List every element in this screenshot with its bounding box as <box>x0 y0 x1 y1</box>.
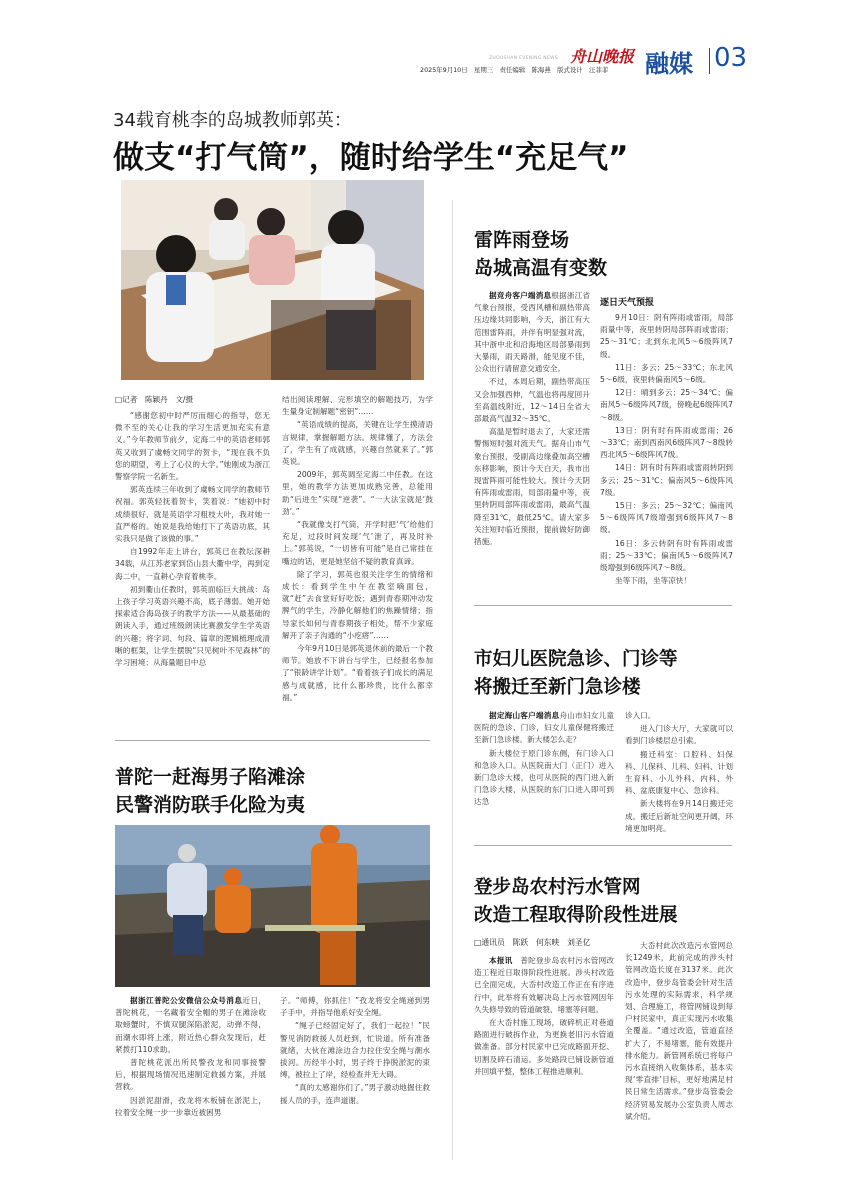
rescue-lead-text: 近日，普陀桃花，一名藏着安全帽的男子在滩涂收取螃蟹时，不慎双腿深陷淤泥，动弹不得，而潮水即将上涨，附近热心群众发现后，赶紧拨打110求助。 <box>115 996 267 1054</box>
main-story-headline: 做支“打气筒”，随时给学生“充足气” <box>113 140 629 176</box>
paragraph: 高温是暂时退去了，大家还需警惕短时强对流天气。据舟山市气象台预报，受副高边缘叠加高空槽东移影响，预计今天白天，我市出现雷阵雨可能性较大。预计今天阴有阵雨或雷雨，局部雨量中等，夜里转阴局部阵雨或雷雨，最高气温降至31℃，最低25℃。请大家多关注短时临近预报，提前做好防御措施。 <box>474 427 590 547</box>
forecast-title: 逐日天气预报 <box>600 298 655 308</box>
sewage-byline: □通讯员 陈跃 何东映 刘圣亿 <box>474 938 591 947</box>
forecast-item: 16日：多云转阴有时有阵雨或雷雨；25～33℃；偏南风5～6级阵风7级增强到6级阵风7～8级。 <box>600 538 733 573</box>
masthead-divider <box>709 48 710 74</box>
paragraph: “绳子已经固定好了，我们一起拉！”民警见消防救援人员赶到，忙说道。所有准备就绪，大伙在滩涂边合力拉住安全绳与潮水拔河。历经半小时，男子终于挣脱淤泥的束缚，被拉上了岸，经检查并无大碍。 <box>280 1021 430 1080</box>
sewage-lead-source: 本报讯 <box>489 956 513 965</box>
paragraph: 搬迁科室：口腔科、妇保科、儿保科、儿科、妇科、计划生育科、小儿外科、内科、外科、盆底康复中心、急诊科。 <box>625 749 733 796</box>
paragraph: 不过，本周后期，副热带高压又会加强西伸，气温也将再度回升至高温线附近，12～14日全省大部最高气温32～35℃。 <box>474 377 590 424</box>
paragraph: 进入门诊大厅，大家就可以看到门诊楼层总引索。 <box>625 724 733 746</box>
sewage-headline-line-2: 改造工程取得阶段性进展 <box>474 905 678 926</box>
rescue-column-1 <box>115 995 266 1120</box>
teacher-photo-image <box>121 180 424 380</box>
main-story-column-2 <box>282 394 433 705</box>
paragraph <box>474 710 614 747</box>
weather-headline-line-2: 岛城高温有变数 <box>474 257 608 279</box>
main-story-kicker: 34载育桃李的岛城教师郭英： <box>113 110 352 131</box>
paragraph <box>115 995 266 1056</box>
rescue-headline-line-1: 普陀一赶海男子陷滩涂 <box>115 766 306 788</box>
paragraph: 大岙村此次改造污水管网总长1249米，此前完成的涉头村管网改造长度在3137米。此次改造中，登步岛管委会针对生活污水处理的实际需求，科学规划、合理施工，将管网铺设到每户村民家中，真正实现污水收集全覆盖。“通过改造，管道直径扩大了，不易堵塞，能有效提升排水能力。新管网系统已将每户污水直接纳入收集体系，基本实现‘零直排’目标，更好地满足村民日常生活需求。”登步岛管委会经济贸易发展办公室负责人周志斌介绍。 <box>625 941 733 1121</box>
sewage-column-2 <box>625 940 733 1124</box>
paragraph <box>474 290 590 375</box>
sewage-lead-text: 普陀登步岛农村污水管网改造工程近日取得阶段性进展。涉头村改造已全面完成，大岙村改造工作正在有序进行中，此举将有效解决岛上污水管网因年久失修导致的管道破裂、堵塞等问题。 <box>474 956 615 1014</box>
hospital-column-2 <box>625 710 733 836</box>
page-number: 03 <box>714 43 748 73</box>
paper-logo: 舟山晚报 <box>570 47 635 66</box>
divider <box>115 740 430 741</box>
paragraph: “真的太感谢你们了。”男子激动地握住救援人员的手，连声道谢。 <box>280 1083 430 1105</box>
paragraph: 郭英连续三年收到了虞畅文同学的教师节祝福。郭英轻抚着贺卡，笑着说：“她初中时成绩很好，就是英语学习粗枝大叶，我对她一直严格的。她说是我给她打下了英语功底，其实我只是做了该做的事。” <box>115 485 270 544</box>
masthead <box>0 0 842 82</box>
hospital-lead-source: 据定海山客户端消息 <box>489 711 560 720</box>
paragraph: 普陀桃花派出所民警孜龙和同事接警后，根据现场情况迅速制定救援方案，并展营救。 <box>115 1058 266 1092</box>
paragraph: 新大楼将在9月14日搬迁完成。搬迁后新址空间更开阔，环境更加明亮。 <box>625 799 733 833</box>
paragraph <box>474 955 614 1016</box>
forecast-item: 12日：晴到多云；25～34℃；偏南风5～6级阵风7级，傍晚起6级阵风7～8级。 <box>600 388 733 422</box>
forecast-item: 11日：多云；25～33℃；东北风5～6级，夜里转偏南风5～6级。 <box>600 362 733 385</box>
main-story-byline: □记者 陈颖丹 文/摄 <box>115 395 194 404</box>
forecast-item: 13日：阴有时有阵雨或雷雨；26～33℃；南到西南风6级阵风7～8级转西北风5～6级阵风7级。 <box>600 425 733 460</box>
teacher-photo <box>121 180 424 380</box>
sewage-headline-line-1: 登步岛农村污水管网 <box>474 877 641 898</box>
rescue-lead-source: 据浙江普陀公安微信公众号消息 <box>130 996 243 1005</box>
paragraph: 2009年，郭英调至定海二中任教。在这里，她的教学方法更加成熟完善，总能用助“后进生”实现“逆袭”。“一大法宝就是‘鼓劲’。” <box>282 470 433 516</box>
main-story-column-1 <box>115 410 270 670</box>
rescue-column-2 <box>280 995 430 1108</box>
forecast-list <box>600 312 733 588</box>
divider <box>474 605 732 606</box>
paragraph: 因淤泥甜滑，孜龙将木板铺在淤泥上，拉着安全绳一步一步靠近被困男 <box>115 1095 266 1117</box>
weather-lead-text: 根据浙江省气象台预报，受西风槽和副热带高压边缘共同影响，今天，浙江有大范围雷阵雨，并伴有明显强对流，其中浙中北和沿海地区局部暴雨到大暴雨，雨天路滑，能见度不佳，公众出行请留意交通安全。 <box>474 291 591 374</box>
rescue-photo <box>115 825 430 987</box>
date-line: 2025年9月10日 星期三 责任编辑 陈海燕 版式设计 汪菲菲 <box>420 66 609 74</box>
section-name: 融媒 <box>645 50 693 78</box>
paragraph: 子。“师傅，你抓住！”孜龙将安全绳递到男子手中，并指导他系好安全绳。 <box>280 996 430 1018</box>
paragraph: “感谢您初中时严厉而细心的指导，您无微不至的关心让我的学习生活更加充实有意义。”今年教师节前夕，定海二中的英语老师郭英又收到了虞畅文同学的贺卡，“现在我不负您的期望，考上了心仪的大学。”她刚成为浙江警察学院一名新生。 <box>115 411 270 482</box>
hospital-headline-line-1: 市妇儿医院急诊、门诊等 <box>474 649 678 670</box>
hospital-lead-text: 舟山市妇女儿童医院的急诊、门诊，妇女儿童保健将搬迁至新门急诊楼。新大楼怎么走？ <box>474 711 615 745</box>
paragraph: 诊入口。 <box>625 711 656 720</box>
paragraph: 结出阅读理解、完形填空的解题技巧，为学生量身定制解题“密钥”…… <box>282 395 433 417</box>
hospital-column-1 <box>474 710 614 810</box>
paragraph: 除了学习，郭英也很关注学生的情绪和成长：看到学生中午在教室嘀面包，就“赶”去食堂好好吃饭；遇到青春期冲动发脾气的学生，冷静化解他们的焦躁情绪；指导家长如何与青春期孩子相处，帮不少家庭解开了亲子沟通的“小疙瘩”…… <box>282 569 433 640</box>
weather-headline-line-1: 雷阵雨登场 <box>474 229 570 251</box>
forecast-item: 9月10日：阴有阵雨或雷雨，局部雨量中等，夜里转阴局部阵雨或雷雨；25～31℃；北到东北风5～6级阵风7级。 <box>600 313 733 359</box>
paragraph: 初到衢山任教时，郭英面临巨大挑战：岛上孩子学习英语兴趣不高，底子薄弱。她开始探索适合海岛孩子的教学方法——从最基础的朗读入手，通过班级朗读比赛激发学生学英语的兴趣；将字词、句段、篇章的逻辑梳理成清晰的框架，让学生摆脱“只见树叶不见森林”的学习困境；从海量题目中总 <box>115 584 270 668</box>
forecast-item: 14日：阴有时有阵雨或雷雨转阴到多云；25～31℃；偏南风5～6级阵风7级。 <box>600 463 733 497</box>
paragraph: “英语成绩的提高，关键在让学生摸清语言规律，掌握解题方法。规律懂了，方法会了，学生有了成就感，兴趣自然就来了。”郭英说。 <box>282 420 433 467</box>
forecast-closing: 坐等下雨，坐等凉快！ <box>615 576 691 586</box>
paragraph: “我就像支打气筒，开学时把‘气’给他们充足，过段时间发现‘气’泄了，再及时补上。”郭英说，“一切皆有可能”是自己常挂在嘴边的话，更是她坚信不疑的教育真谛。 <box>282 520 433 566</box>
paragraph: 新大楼位于原门诊东侧，有门诊入口和急诊入口。从医院南大门（正门）进入新门急诊大楼，也可从医院的西门进入新门急诊大楼，从医院的东门口进入即可到达急 <box>474 748 614 807</box>
weather-column-1 <box>474 290 590 549</box>
paragraph: 自1992年走上讲台，郭英已在教坛深耕34载，从江苏老家到岱山县大衢中学，再到定海二中，一直耕心孕育着桃李。 <box>115 547 270 581</box>
rescue-headline-line-2: 民警消防联手化险为夷 <box>115 794 306 816</box>
divider <box>474 845 732 846</box>
hospital-headline-line-2: 将搬迁至新门急诊楼 <box>474 677 641 698</box>
sewage-column-1 <box>474 955 614 1079</box>
weather-lead-source: 据竞舟客户端消息 <box>489 291 552 300</box>
site-url: ZHOUSHAN EVENING NEWS <box>489 56 558 61</box>
paragraph: 在大岙村施工现场，破碎机正对巷道路面进行破拆作业，为更换老旧污水管道做准备。部分村民家中已完成路面开挖、切割及碎石清运。多处路段已铺设新管道并回填平整，整体工程推进顺利。 <box>474 1018 614 1076</box>
rescue-photo-image <box>115 825 430 987</box>
paragraph: 今年9月10日是郭英退休前的最后一个教师节。她放不下讲台与学生，已经报名参加了“银龄讲学计划”。“看着孩子们成长的满足感与成就感，比什么都珍贵，比什么都幸福。” <box>282 644 433 702</box>
column-rule <box>452 200 453 1160</box>
forecast-item: 15日：多云；25～32℃；偏南风5～6级阵风7级增强到6级阵风7～8级。 <box>600 501 733 535</box>
